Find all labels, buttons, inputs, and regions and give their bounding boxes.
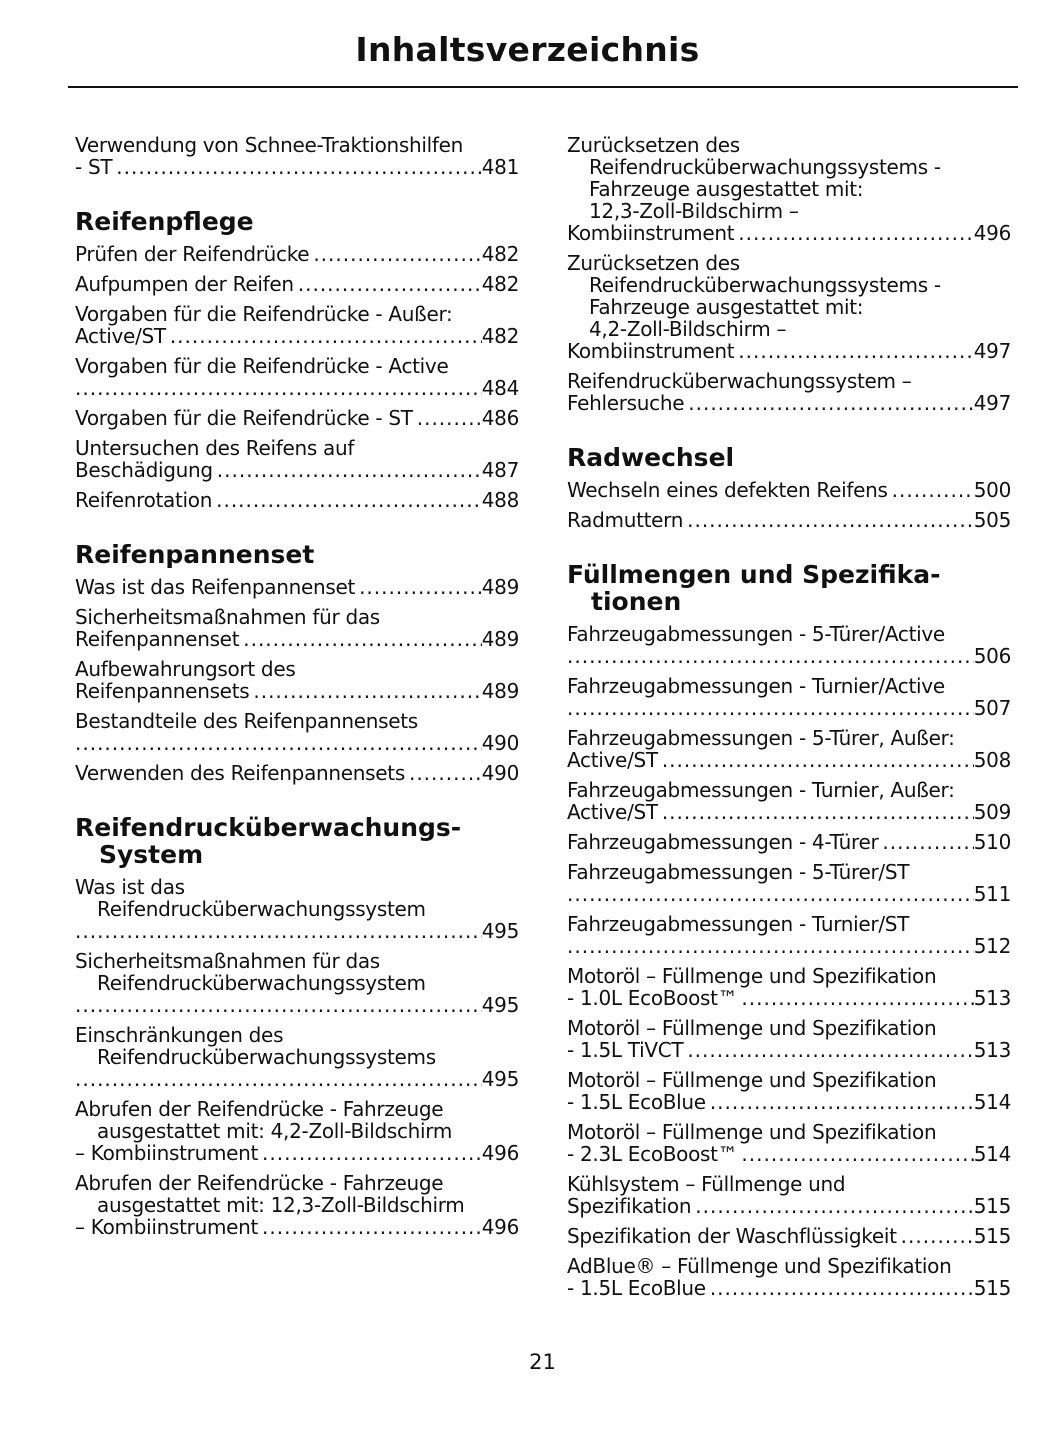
dot-leader	[409, 762, 482, 784]
toc-entry-text: Spezifikation der Waschflüssigkeit	[567, 1224, 897, 1248]
dot-leader	[262, 1142, 482, 1164]
toc-entry[interactable]	[567, 1069, 1011, 1113]
toc-entry-last-line	[567, 392, 1011, 414]
toc-page-number: 511	[973, 882, 1011, 906]
dot-leader	[567, 935, 974, 957]
toc-entry-text: Was ist das	[75, 875, 185, 899]
toc-entry[interactable]	[75, 355, 519, 399]
toc-entry-text: Spezifikation	[567, 1194, 692, 1218]
toc-entry-text: - 2.3L EcoBoost™	[567, 1142, 738, 1166]
section-heading	[567, 444, 1011, 471]
toc-entry-text: Sicherheitsmaßnahmen für das	[75, 949, 380, 973]
toc-entry-last-line	[75, 628, 519, 650]
toc-entry-last-line	[567, 1225, 1011, 1247]
dot-leader	[710, 1091, 974, 1113]
toc-page-number: 490	[481, 761, 519, 785]
toc-entry[interactable]	[567, 1121, 1011, 1165]
dot-leader	[738, 340, 973, 362]
toc-entry-text: Verwendung von Schnee-Traktionshilfen	[75, 133, 464, 157]
toc-entry-text: Reifendrucküberwachungssystem –	[567, 369, 912, 393]
toc-entry[interactable]	[75, 303, 519, 347]
toc-page-number: 514	[973, 1090, 1011, 1114]
toc-entry-text: Aufbewahrungsort des	[75, 657, 296, 681]
toc-entry-text: Beschädigung	[75, 458, 213, 482]
toc-entry-text: ausgestattet mit: 4,2-Zoll-Bildschirm	[97, 1119, 453, 1143]
dot-leader	[417, 407, 482, 429]
toc-entry-last-line	[75, 1216, 519, 1238]
toc-entry-last-line	[75, 325, 519, 347]
toc-entry[interactable]	[75, 437, 519, 481]
toc-entry-last-line	[567, 935, 1011, 957]
toc-entry-text: 4,2-Zoll-Bildschirm –	[589, 317, 787, 341]
toc-entry[interactable]	[75, 134, 519, 178]
toc-entry-text: Active/ST	[75, 324, 166, 348]
toc-entry[interactable]	[567, 1017, 1011, 1061]
toc-entry-text: – Kombiinstrument	[75, 1215, 259, 1239]
toc-entry-last-line	[75, 1068, 519, 1090]
toc-page-number: 482	[481, 272, 519, 296]
toc-entry[interactable]	[567, 675, 1011, 719]
toc-entry[interactable]	[567, 134, 1011, 244]
toc-entry-text: Bestandteile des Reifenpannensets	[75, 709, 418, 733]
toc-page-number: 481	[481, 155, 519, 179]
toc-entry-text: Radmuttern	[567, 508, 684, 532]
dot-leader	[116, 156, 481, 178]
toc-entry[interactable]	[567, 479, 1011, 501]
toc-entry[interactable]	[75, 1024, 519, 1090]
toc-entry-text: Motoröl – Füllmenge und Spezifikation	[567, 1068, 937, 1092]
toc-page-number: 489	[481, 679, 519, 703]
toc-entry-text: Reifendrucküberwachungssystems	[97, 1045, 436, 1069]
toc-entry-text: Active/ST	[567, 748, 658, 772]
toc-entry-last-line	[75, 459, 519, 481]
toc-page-number: 486	[481, 406, 519, 430]
toc-entry-text: ausgestattet mit: 12,3-Zoll-Bildschirm	[97, 1193, 465, 1217]
toc-entry-text: Fahrzeugabmessungen - 4-Türer	[567, 830, 879, 854]
toc-entry-last-line	[567, 1039, 1011, 1061]
toc-entry-last-line	[75, 377, 519, 399]
toc-entry-text: Fahrzeugabmessungen - Turnier/ST	[567, 912, 910, 936]
toc-entry-last-line	[75, 680, 519, 702]
toc-entry[interactable]	[75, 658, 519, 702]
toc-entry-text: Active/ST	[567, 800, 658, 824]
toc-entry[interactable]	[75, 407, 519, 429]
toc-entry[interactable]	[75, 606, 519, 650]
toc-page-number: 489	[481, 627, 519, 651]
toc-page-number: 505	[973, 508, 1011, 532]
dot-leader	[567, 697, 974, 719]
dot-leader	[359, 576, 482, 598]
page-title: Inhaltsverzeichnis	[355, 30, 700, 69]
toc-entry-text: Zurücksetzen des	[567, 251, 740, 275]
toc-entry-text: Abrufen der Reifendrücke - Fahrzeuge	[75, 1171, 444, 1195]
dot-leader	[901, 1225, 974, 1247]
toc-page-number: 515	[973, 1194, 1011, 1218]
toc-entry-text: Fahrzeugabmessungen - 5-Türer, Außer:	[567, 726, 955, 750]
toc-page-number: 500	[973, 478, 1011, 502]
section-heading	[75, 541, 519, 568]
toc-entry-last-line	[75, 1142, 519, 1164]
toc-entry-last-line	[75, 920, 519, 942]
toc-entry-text: Sicherheitsmaßnahmen für das	[75, 605, 380, 629]
toc-page-number: 496	[973, 221, 1011, 245]
toc-page-number: 495	[481, 1067, 519, 1091]
toc-entry[interactable]	[567, 861, 1011, 905]
toc-entry-text: Prüfen der Reifendrücke	[75, 242, 310, 266]
toc-entry[interactable]	[75, 710, 519, 754]
dot-leader	[741, 1143, 973, 1165]
toc-entry-text: 12,3-Zoll-Bildschirm –	[589, 199, 799, 223]
toc-entry-last-line	[567, 340, 1011, 362]
toc-entry-text: Reifendrucküberwachungssystems -	[589, 155, 941, 179]
toc-entry-text: Untersuchen des Reifens auf	[75, 436, 355, 460]
toc-entry[interactable]	[567, 252, 1011, 362]
dot-leader	[75, 920, 482, 942]
section-heading-line: Radwechsel	[567, 443, 735, 472]
toc-entry[interactable]	[75, 576, 519, 598]
toc-entry[interactable]	[75, 243, 519, 265]
toc-entry-text: Fahrzeugabmessungen - 5-Türer/ST	[567, 860, 910, 884]
section-heading	[567, 561, 1011, 615]
section-heading-line: Reifenpflege	[75, 207, 254, 236]
toc-entry-text: Fahrzeuge ausgestattet mit:	[589, 177, 864, 201]
toc-entry-last-line	[75, 489, 519, 511]
toc-entry-text: Kombiinstrument	[567, 339, 735, 363]
toc-entry-text: Kombiinstrument	[567, 221, 735, 245]
toc-entry-text: Zurücksetzen des	[567, 133, 740, 157]
toc-entry-last-line	[567, 645, 1011, 667]
toc-entry-text: Reifendrucküberwachungssystems -	[589, 273, 941, 297]
toc-entry-text: Vorgaben für die Reifendrücke - Außer:	[75, 302, 453, 326]
toc-entry-last-line	[75, 243, 519, 265]
dot-leader	[75, 732, 482, 754]
toc-entry[interactable]	[567, 727, 1011, 771]
dot-leader	[882, 831, 973, 853]
toc-entry[interactable]	[75, 1172, 519, 1238]
toc-page-number: 482	[481, 324, 519, 348]
toc-entry[interactable]	[567, 1225, 1011, 1247]
toc-page-number: 506	[973, 644, 1011, 668]
toc-page-number: 490	[481, 731, 519, 755]
toc-column-left	[75, 134, 519, 1246]
dot-leader	[738, 222, 973, 244]
toc-page-number: 513	[973, 1038, 1011, 1062]
section-heading	[75, 814, 519, 868]
toc-entry-text: - 1.5L EcoBlue	[567, 1276, 706, 1300]
dot-leader	[217, 459, 482, 481]
toc-entry[interactable]	[567, 1173, 1011, 1217]
toc-page-number: 484	[481, 376, 519, 400]
dot-leader	[741, 987, 973, 1009]
toc-entry[interactable]	[567, 623, 1011, 667]
toc-entry-text: - 1.5L EcoBlue	[567, 1090, 706, 1114]
toc-page-number: 488	[481, 488, 519, 512]
toc-entry-last-line	[567, 1277, 1011, 1299]
dot-leader	[662, 749, 974, 771]
toc-entry-last-line	[75, 762, 519, 784]
title-divider	[68, 86, 1018, 88]
toc-entry-last-line	[75, 273, 519, 295]
toc-entry-text: Motoröl – Füllmenge und Spezifikation	[567, 964, 937, 988]
toc-page-number: 510	[973, 830, 1011, 854]
toc-entry-text: Fahrzeugabmessungen - Turnier/Active	[567, 674, 945, 698]
section-heading-line: System	[99, 840, 204, 869]
toc-entry[interactable]	[567, 831, 1011, 853]
toc-entry-text: Reifendrucküberwachungssystem	[97, 971, 426, 995]
dot-leader	[695, 1195, 973, 1217]
toc-page-number: 507	[973, 696, 1011, 720]
toc-page-number: 495	[481, 919, 519, 943]
dot-leader	[892, 479, 974, 501]
toc-entry[interactable]	[75, 1098, 519, 1164]
toc-entry-last-line	[567, 479, 1011, 501]
toc-entry-last-line	[567, 883, 1011, 905]
toc-page-number: 515	[973, 1224, 1011, 1248]
toc-entry[interactable]	[567, 370, 1011, 414]
toc-entry[interactable]	[567, 913, 1011, 957]
dot-leader	[688, 392, 973, 414]
section-heading	[75, 208, 519, 235]
toc-entry-text: Fahrzeugabmessungen - Turnier, Außer:	[567, 778, 955, 802]
section-heading-line: Reifenpannenset	[75, 540, 315, 569]
toc-entry-last-line	[567, 509, 1011, 531]
dot-leader	[710, 1277, 974, 1299]
section-heading-line: Reifendrucküberwachungs-	[75, 813, 462, 842]
toc-entry-text: Einschränkungen des	[75, 1023, 284, 1047]
toc-entry-last-line	[75, 407, 519, 429]
toc-entry-text: Fahrzeuge ausgestattet mit:	[589, 295, 864, 319]
toc-page-number: 509	[973, 800, 1011, 824]
toc-column-right	[567, 134, 1011, 1307]
toc-entry-text: – Kombiinstrument	[75, 1141, 259, 1165]
dot-leader	[262, 1216, 482, 1238]
toc-entry-last-line	[75, 994, 519, 1016]
toc-entry[interactable]	[75, 762, 519, 784]
toc-page-number: 497	[973, 391, 1011, 415]
dot-leader	[75, 994, 482, 1016]
toc-entry[interactable]	[75, 273, 519, 295]
toc-page-number: 512	[973, 934, 1011, 958]
dot-leader	[662, 801, 974, 823]
toc-entry[interactable]	[75, 950, 519, 1016]
toc-entry-text: Reifenpannensets	[75, 679, 250, 703]
toc-entry[interactable]	[75, 489, 519, 511]
toc-entry-text: Vorgaben für die Reifendrücke - Active	[75, 354, 449, 378]
toc-page-number: 496	[481, 1215, 519, 1239]
toc-page-number: 508	[973, 748, 1011, 772]
dot-leader	[687, 1039, 973, 1061]
dot-leader	[253, 680, 481, 702]
toc-page-number: 514	[973, 1142, 1011, 1166]
toc-entry[interactable]	[75, 876, 519, 942]
toc-entry-text: Reifendrucküberwachungssystem	[97, 897, 426, 921]
toc-entry-last-line	[75, 576, 519, 598]
toc-page-number: 487	[481, 458, 519, 482]
toc-entry[interactable]	[567, 1255, 1011, 1299]
toc-page-number: 482	[481, 242, 519, 266]
toc-entry-text: AdBlue® – Füllmenge und Spezifikation	[567, 1254, 952, 1278]
toc-page-number: 497	[973, 339, 1011, 363]
toc-entry[interactable]	[567, 779, 1011, 823]
toc-entry-text: Reifenpannenset	[75, 627, 240, 651]
toc-entry-text: Aufpumpen der Reifen	[75, 272, 294, 296]
toc-entry-text: Fehlersuche	[567, 391, 685, 415]
toc-entry-text: Abrufen der Reifendrücke - Fahrzeuge	[75, 1097, 444, 1121]
toc-entry-last-line	[75, 156, 519, 178]
toc-entry-text: Motoröl – Füllmenge und Spezifikation	[567, 1016, 937, 1040]
toc-entry-last-line	[567, 987, 1011, 1009]
toc-entry-text: Was ist das Reifenpannenset	[75, 575, 356, 599]
toc-entry-last-line	[567, 697, 1011, 719]
toc-page-number: 495	[481, 993, 519, 1017]
toc-page-number: 496	[481, 1141, 519, 1165]
toc-entry-text: Reifenrotation	[75, 488, 213, 512]
toc-entry-text: - 1.5L TiVCT	[567, 1038, 684, 1062]
toc-entry-last-line	[75, 732, 519, 754]
toc-entry-text: Verwenden des Reifenpannensets	[75, 761, 405, 785]
dot-leader	[313, 243, 481, 265]
toc-page-number: 513	[973, 986, 1011, 1010]
toc-entry-last-line	[567, 831, 1011, 853]
toc-entry-text: - ST	[75, 155, 113, 179]
page-number: 21	[529, 1350, 556, 1374]
toc-entry-text: Vorgaben für die Reifendrücke - ST	[75, 406, 413, 430]
dot-leader	[170, 325, 482, 347]
toc-entry-last-line	[567, 1091, 1011, 1113]
toc-entry-text: Wechseln eines defekten Reifens	[567, 478, 888, 502]
toc-page-number: 489	[481, 575, 519, 599]
dot-leader	[75, 1068, 482, 1090]
toc-entry[interactable]	[567, 965, 1011, 1009]
toc-entry-last-line	[567, 801, 1011, 823]
toc-entry-last-line	[567, 222, 1011, 244]
toc-entry-text: Kühlsystem – Füllmenge und	[567, 1172, 846, 1196]
toc-entry[interactable]	[567, 509, 1011, 531]
dot-leader	[75, 377, 482, 399]
section-heading-line: tionen	[591, 587, 682, 616]
dot-leader	[243, 628, 481, 650]
toc-page-number: 515	[973, 1276, 1011, 1300]
section-heading-line: Füllmengen und Spezifika-	[567, 560, 941, 589]
toc-entry-last-line	[567, 1195, 1011, 1217]
dot-leader	[567, 883, 974, 905]
dot-leader	[298, 273, 482, 295]
toc-entry-text: Motoröl – Füllmenge und Spezifikation	[567, 1120, 937, 1144]
toc-entry-last-line	[567, 749, 1011, 771]
dot-leader	[216, 489, 482, 511]
dot-leader	[687, 509, 974, 531]
toc-entry-last-line	[567, 1143, 1011, 1165]
toc-entry-text: Fahrzeugabmessungen - 5-Türer/Active	[567, 622, 945, 646]
toc-entry-text: - 1.0L EcoBoost™	[567, 986, 738, 1010]
dot-leader	[567, 645, 974, 667]
